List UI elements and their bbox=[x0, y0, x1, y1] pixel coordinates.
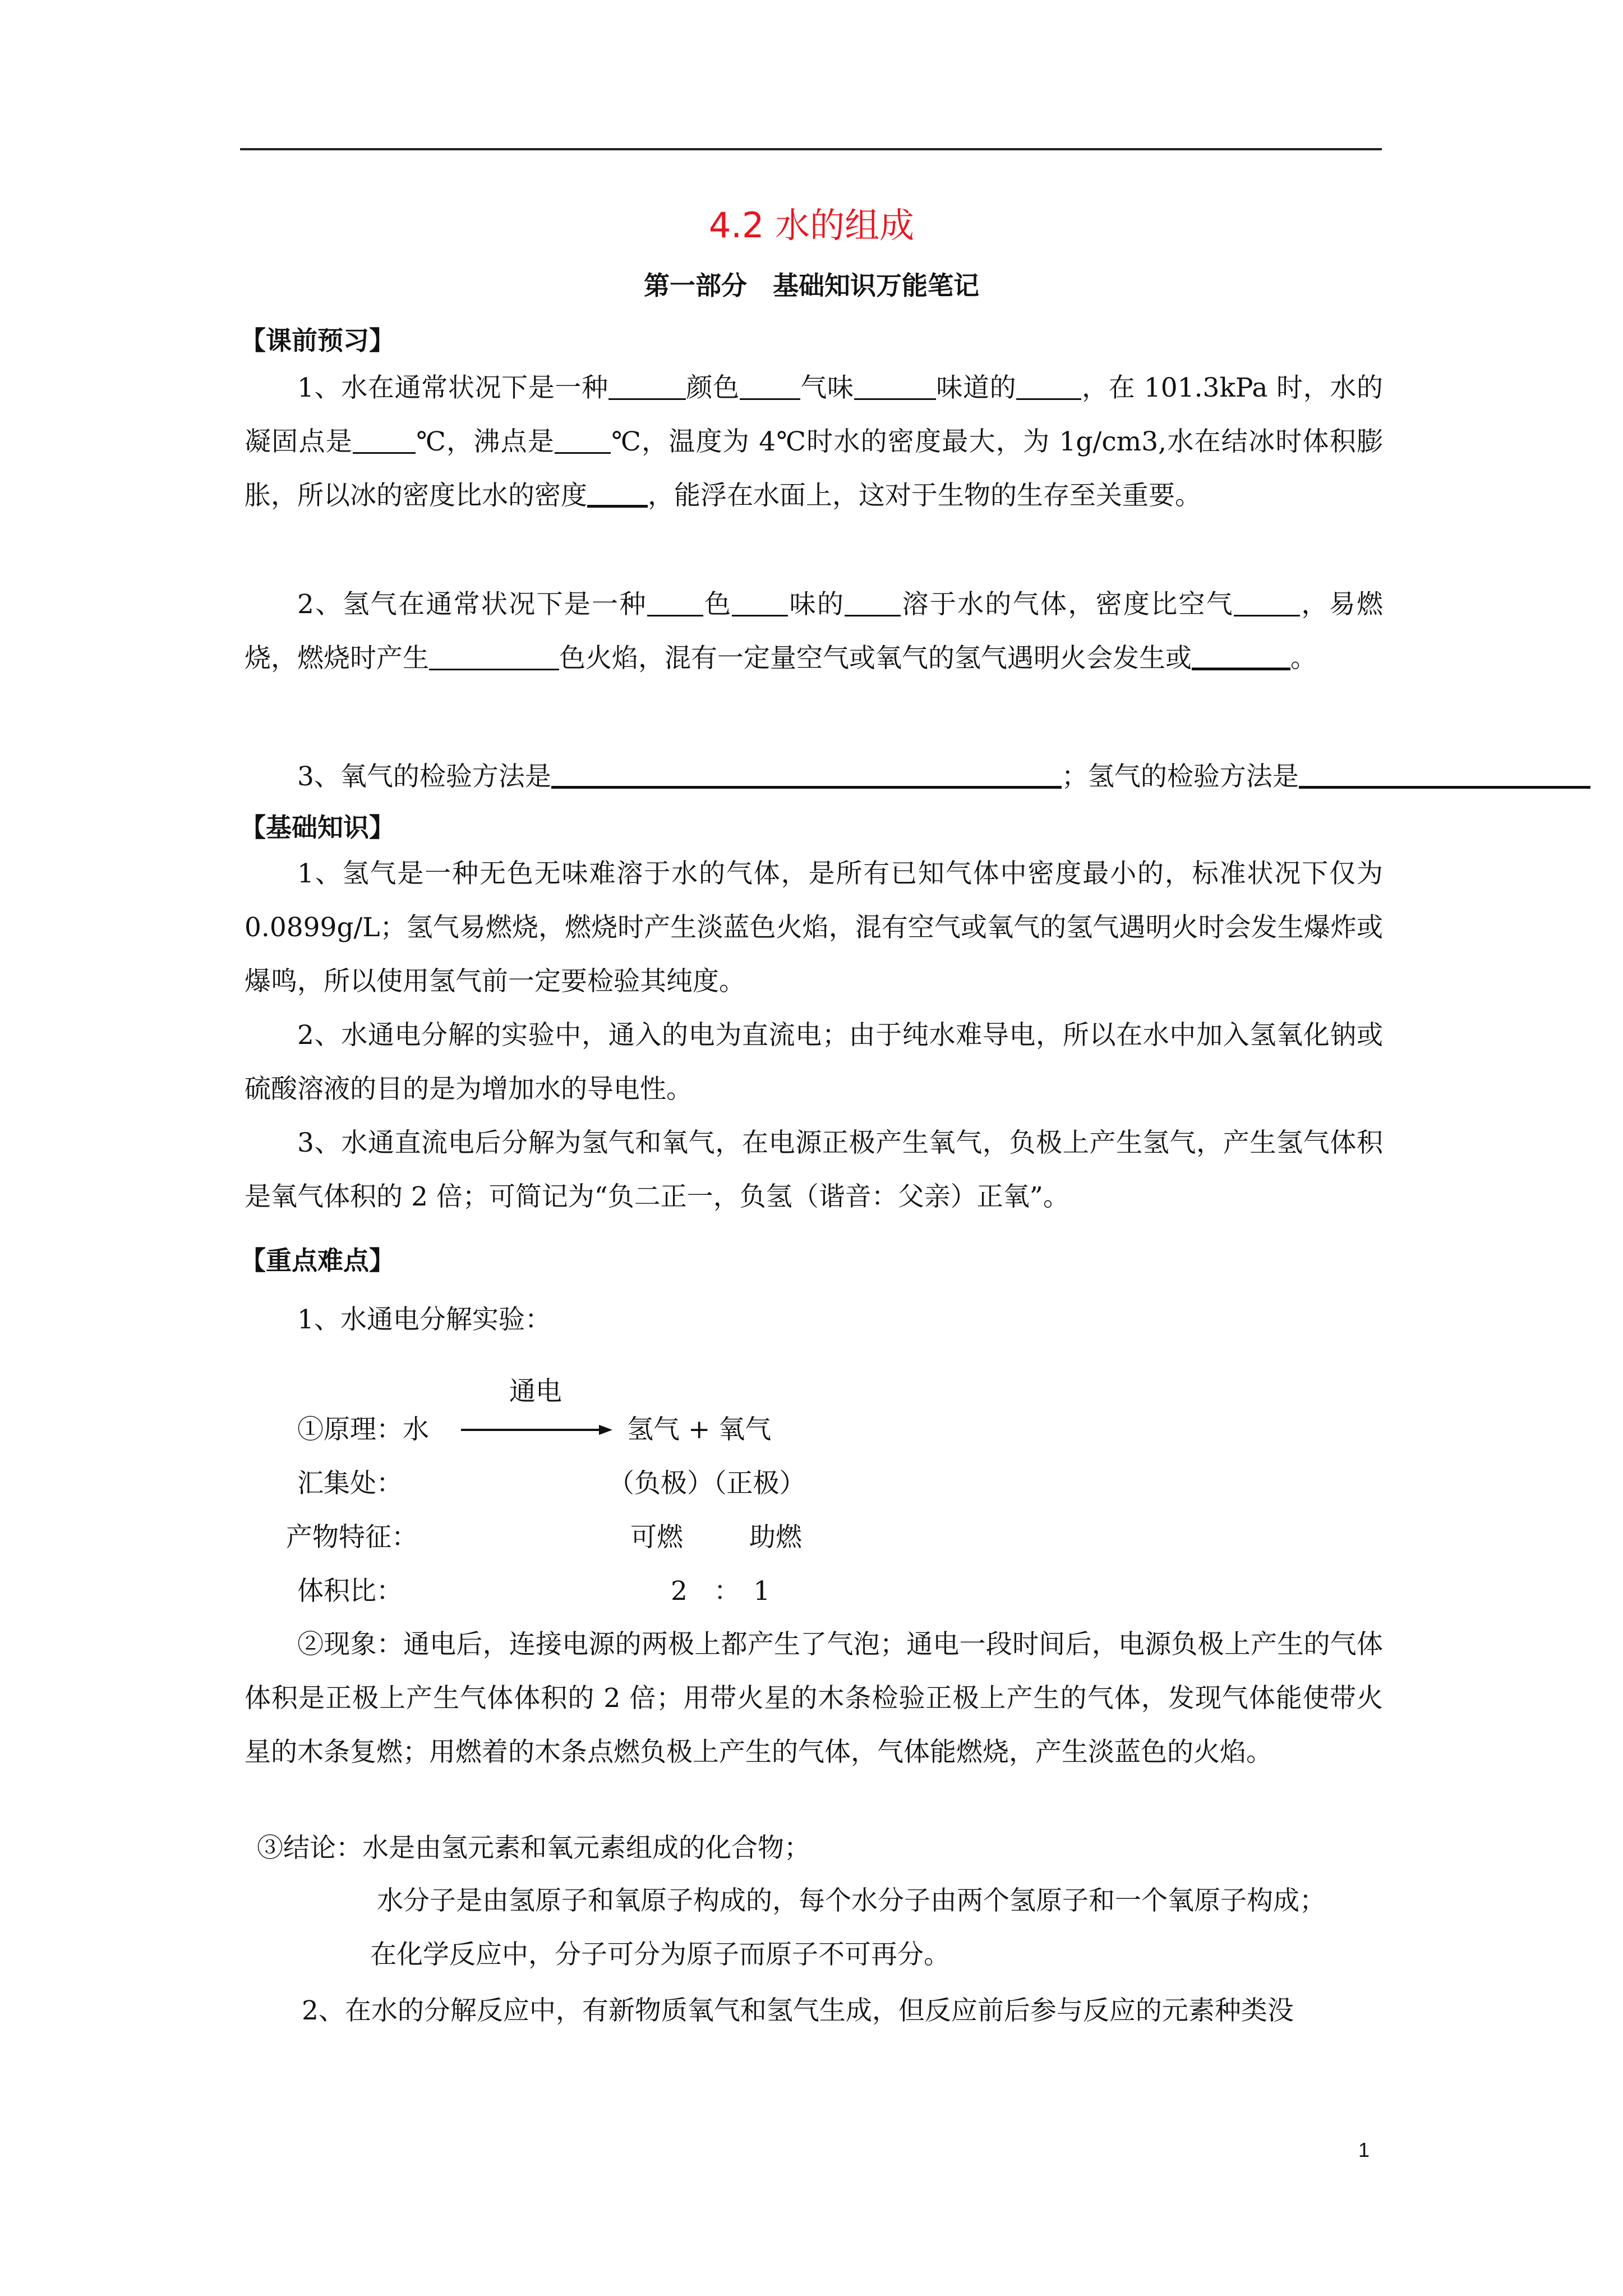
ratio-label: 体积比： bbox=[297, 1576, 403, 1607]
basics-paragraph-3: 3、水通直流电后分解为氢气和氧气，在电源正极产生氧气，负极上产生氢气，产生氢气体积是氧气体积的 2 倍；可简记为“负二正一，负氢（谐音：父亲）正氧”。 bbox=[245, 1128, 1383, 1212]
blank-input[interactable] bbox=[845, 590, 901, 616]
blank-input[interactable] bbox=[854, 374, 936, 400]
blank-input[interactable] bbox=[551, 761, 1062, 789]
blank-input[interactable] bbox=[1192, 643, 1290, 670]
blank-input[interactable] bbox=[740, 374, 800, 400]
blank-input[interactable] bbox=[1016, 374, 1081, 400]
conclusion-line-3: 在化学反应中，分子可分为原子而原子不可再分。 bbox=[370, 1939, 950, 1970]
conclusion-line-1: ③结论：水是由氢元素和氧元素组成的化合物； bbox=[257, 1833, 810, 1864]
principle-label: ①原理：水 bbox=[297, 1414, 429, 1445]
feature-label: 产物特征： bbox=[286, 1522, 418, 1553]
blank-input[interactable] bbox=[429, 644, 559, 670]
key-item-2: 2、在水的分解反应中，有新物质氧气和氢气生成，但反应前后参与反应的元素种类没 bbox=[302, 1995, 1294, 2026]
page-number: 1 bbox=[1358, 2138, 1370, 2161]
heading-preview: 【课前预习】 bbox=[240, 325, 395, 356]
section-subtitle: 第一部分 基础知识万能笔记 bbox=[644, 270, 979, 301]
preview-question-2: 2、氢气在通常状况下是一种 色 味的 溶于水的气体，密度比空气 ，易燃烧，燃烧时产生 色火焰，混有一定量空气或氧气的氢气遇明火会发生或 。 bbox=[245, 589, 1383, 674]
blank-input[interactable] bbox=[353, 427, 416, 454]
arrow-label: 通电 bbox=[509, 1376, 562, 1407]
heading-key-points: 【重点难点】 bbox=[240, 1245, 395, 1276]
collect-value: （负极）（正极） bbox=[608, 1468, 806, 1499]
collect-label: 汇集处： bbox=[297, 1468, 403, 1499]
blank-input[interactable] bbox=[1299, 761, 1590, 789]
preview-question-3: 3、氧气的检验方法是 ；氢气的检验方法是 bbox=[297, 757, 1590, 797]
basics-paragraph-1: 1、氢气是一种无色无味难溶于水的气体，是所有已知气体中密度最小的，标准状况下仅为 0.0899g/L；氢气易燃烧，燃烧时产生淡蓝色火焰，混有空气或氧气的氢气遇明火时会发生爆炸或爆鸣，所以使用氢气前一定要检验其纯度。 bbox=[245, 858, 1383, 997]
heading-basics: 【基础知识】 bbox=[240, 812, 395, 843]
phenomenon-paragraph: ②现象：通电后，连接电源的两极上都产生了气泡；通电一段时间后，电源负极上产生的气体体积是正极上产生气体体积的 2 倍；用带火星的木条检验正极上产生的气体，发现气体能使带火星的木条复燃；用燃着的木条点燃负极上产生的气体，气体能燃烧，产生淡蓝色的火焰。 bbox=[245, 1629, 1383, 1768]
header-rule bbox=[240, 148, 1382, 150]
blank-input[interactable] bbox=[608, 374, 686, 400]
ratio-value: 2 ： 1 bbox=[671, 1576, 771, 1607]
key-item-1: 1、水通电分解实验： bbox=[297, 1304, 551, 1335]
blank-input[interactable] bbox=[732, 590, 788, 616]
conclusion-line-2: 水分子是由氢原子和氧原子构成的，每个水分子由两个氢原子和一个氧原子构成； bbox=[377, 1885, 1326, 1916]
blank-input[interactable] bbox=[647, 590, 703, 616]
feature-oxygen: 助燃 bbox=[749, 1522, 802, 1553]
feature-hydrogen: 可燃 bbox=[630, 1522, 683, 1553]
reaction-arrow-icon bbox=[461, 1421, 612, 1438]
blank-input[interactable] bbox=[1234, 590, 1300, 616]
blank-input[interactable] bbox=[555, 427, 611, 454]
preview-question-1: 1、水在通常状况下是一种 颜色 气味 味道的 ，在 101.3kPa 时，水的凝固点是 ℃，沸点是 ℃，温度为 4℃时水的密度最大，为 1g/cm3,水在结冰时体积膨胀，所以冰的密度比水的密度 ，能浮在水面上，这对于生物的生存至关重要。 bbox=[245, 372, 1384, 511]
reaction-products: 氢气 + 氧气 bbox=[627, 1414, 772, 1445]
blank-input[interactable] bbox=[587, 480, 648, 508]
page-title: 4.2 水的组成 bbox=[708, 205, 915, 246]
basics-paragraph-2: 2、水通电分解的实验中，通入的电为直流电；由于纯水难导电，所以在水中加入氢氧化钠或硫酸溶液的目的是为增加水的导电性。 bbox=[245, 1020, 1383, 1105]
